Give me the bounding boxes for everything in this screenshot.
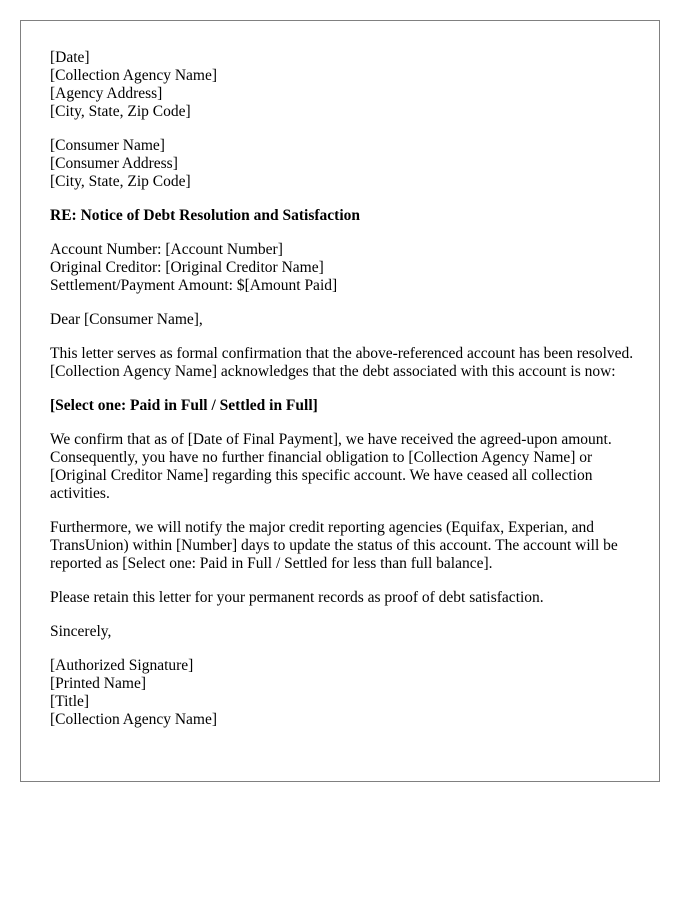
salutation: Dear [Consumer Name], [50,311,203,328]
signer-title: [Title] [50,693,90,710]
recipient-address: [Consumer Address] [50,155,178,172]
closing: Sincerely, [50,623,112,640]
sender-city-state-zip: [City, State, Zip Code] [50,103,191,120]
authorized-signature: [Authorized Signature] [50,657,194,674]
sender-agency-name: [Collection Agency Name] [50,67,218,84]
recipient-name: [Consumer Name] [50,137,165,154]
settlement-amount: Settlement/Payment Amount: $[Amount Paid] [50,277,338,294]
account-details [50,241,640,295]
signature-agency-name: [Collection Agency Name] [50,711,218,728]
letter-page [20,20,660,782]
printed-name: [Printed Name] [50,675,146,692]
signature-block [50,657,640,729]
recipient-block [50,137,640,191]
paragraph-retain: Please retain this letter for your permanent records as proof of debt satisfaction. [50,589,544,606]
paragraph-payment: We confirm that as of [Date of Final Payment], we have received the agreed-upon amount. Consequently, you have no further financial obligation to [Collection Agency Name] or [Original Creditor Name] regarding this specific account. We have ceased all collection activities. [50,431,612,502]
paragraph-credit-reporting: Furthermore, we will notify the major credit reporting agencies (Equifax, Experian, and TransUnion) within [Number] days to update the status of this account. The account will be reported as [Select one: Paid in Full / Settled for less than full balance]. [50,519,618,572]
original-creditor: Original Creditor: [Original Creditor Name] [50,259,324,276]
subject-line: RE: Notice of Debt Resolution and Satisfaction [50,207,360,224]
recipient-city-state-zip: [City, State, Zip Code] [50,173,191,190]
sender-agency-address: [Agency Address] [50,85,163,102]
letter-date: [Date] [50,49,90,66]
paragraph-confirmation: This letter serves as formal confirmation that the above-referenced account has been resolved. [Collection Agency Name] acknowledges that the debt associated with this account is now: [50,345,634,380]
letter-body [50,49,640,745]
account-number: Account Number: [Account Number] [50,241,283,258]
status-select-line: [Select one: Paid in Full / Settled in Full] [50,397,318,414]
sender-block [50,49,640,121]
